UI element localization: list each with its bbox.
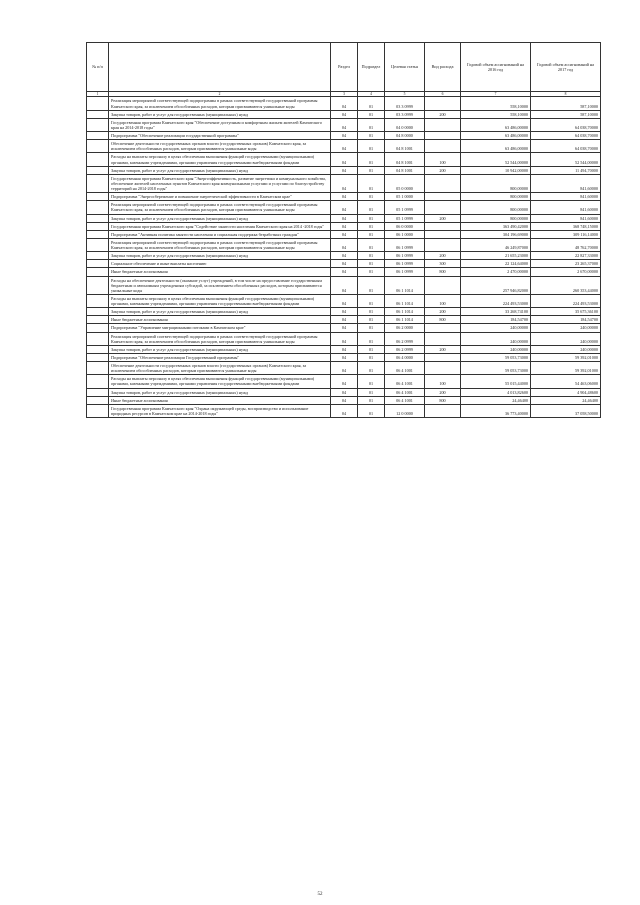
table-row — [87, 140, 601, 153]
row-target-article: 06 4 1001 — [385, 388, 425, 396]
row-number — [87, 110, 109, 118]
row-podrazdel: 01 — [358, 276, 385, 294]
row-expense-type: 800 — [425, 268, 461, 276]
row-target-article: 06 1 0000 — [385, 230, 425, 238]
row-name: Закупка товаров, работ и услуг для государственных (муниципальных) нужд — [109, 345, 331, 353]
row-expense-type: 800 — [425, 316, 461, 324]
row-name: Обеспечение деятельности государственных органов власти (государственных органов) Камчатского края, за исключением обособленных расходов, которым присваиваются уникальные коды — [109, 140, 331, 153]
table-row — [87, 388, 601, 396]
header-razdel: Раздел — [331, 43, 358, 92]
row-amount-2017: 224 493,53000 — [531, 294, 601, 307]
row-name: Подпрограмма "Управление миграционными потоками в Камчатском крае" — [109, 324, 331, 332]
row-podrazdel: 01 — [358, 201, 385, 214]
row-expense-type — [425, 222, 461, 230]
row-amount-2017: 4 904,48600 — [531, 388, 601, 396]
row-podrazdel: 01 — [358, 362, 385, 375]
row-expense-type — [425, 353, 461, 361]
row-name: Реализация мероприятий соответствующей подпрограммы в рамках соответствующей государственной программы Камчатского края, за исключением обособленных расходов, которым присваиваются уникальные коды — [109, 238, 331, 251]
row-amount-2016: 800,00000 — [461, 214, 531, 222]
row-expense-type — [425, 238, 461, 251]
row-amount-2016: 4 013,82600 — [461, 388, 531, 396]
row-razdel: 04 — [331, 375, 358, 388]
row-amount-2017: 2 670,00000 — [531, 268, 601, 276]
table-row — [87, 375, 601, 388]
row-number — [87, 260, 109, 268]
header-row — [87, 43, 601, 92]
row-razdel: 04 — [331, 230, 358, 238]
row-amount-2017: 841,60000 — [531, 201, 601, 214]
row-amount-2017: 260 353,44000 — [531, 276, 601, 294]
row-expense-type — [425, 404, 461, 417]
row-amount-2016: 10 942,00000 — [461, 166, 531, 174]
row-target-article: 06 1 0999 — [385, 268, 425, 276]
row-name: Расходы на обеспечение деятельности (оказание услуг) учреждений, в том числе на предоставление государственным бюджетным и автономным учреждениям субсидий, за исключением обособленных расходов, которым присваиваются уникальные коды — [109, 276, 331, 294]
row-razdel: 04 — [331, 252, 358, 260]
row-amount-2016: 55 015,44000 — [461, 375, 531, 388]
row-razdel: 04 — [331, 345, 358, 353]
row-target-article: 06 1 1014 — [385, 308, 425, 316]
row-name: Государственная программа Камчатского края "Обеспечение доступным и комфортным жильем жителей Камчатского края на 2014-2018 годы" — [109, 118, 331, 131]
row-target-article: 06 4 1001 — [385, 396, 425, 404]
row-name: Закупка товаров, работ и услуг для государственных (муниципальных) нужд — [109, 214, 331, 222]
table-row — [87, 353, 601, 361]
row-amount-2017: 22 827,33000 — [531, 252, 601, 260]
row-podrazdel: 01 — [358, 222, 385, 230]
row-expense-type: 200 — [425, 214, 461, 222]
row-podrazdel: 01 — [358, 230, 385, 238]
row-name: Обеспечение деятельности государственных органов власти (государственных органов) Камчатского края, за исключением обособленных расходов, которым присваиваются уникальные коды — [109, 362, 331, 375]
row-razdel: 04 — [331, 276, 358, 294]
row-name: Закупка товаров, работ и услуг для государственных (муниципальных) нужд — [109, 308, 331, 316]
table-row — [87, 316, 601, 324]
row-expense-type: 100 — [425, 375, 461, 388]
row-number — [87, 388, 109, 396]
col-number: 5 — [385, 92, 425, 97]
table-row — [87, 345, 601, 353]
row-podrazdel: 01 — [358, 118, 385, 131]
row-expense-type — [425, 276, 461, 294]
row-name: Реализация мероприятий соответствующей подпрограммы в рамках соответствующей государственной программы Камчатского края, за исключением обособленных расходов, которым присваиваются уникальные коды — [109, 332, 331, 345]
header-num: № п/п — [87, 43, 109, 92]
row-podrazdel: 01 — [358, 316, 385, 324]
row-expense-type: 300 — [425, 260, 461, 268]
row-name: Подпрограмма "Энергосбережение и повышение энергетической эффективности в Камчатском крае" — [109, 193, 331, 201]
row-target-article: 04 8 1001 — [385, 153, 425, 166]
row-name: Иные бюджетные ассигнования — [109, 316, 331, 324]
row-amount-2017: 64 038,70000 — [531, 140, 601, 153]
row-razdel: 04 — [331, 332, 358, 345]
col-number: 1 — [87, 92, 109, 97]
row-amount-2016: 59 053,73000 — [461, 353, 531, 361]
row-amount-2016: 21 655,23000 — [461, 252, 531, 260]
row-number — [87, 396, 109, 404]
row-number — [87, 140, 109, 153]
row-number — [87, 308, 109, 316]
row-amount-2016: 240,00000 — [461, 332, 531, 345]
row-amount-2016: 800,00000 — [461, 193, 531, 201]
row-podrazdel: 01 — [358, 153, 385, 166]
row-amount-2017: 841,60000 — [531, 174, 601, 192]
col-number: 6 — [425, 92, 461, 97]
row-amount-2016: 22 124,64000 — [461, 260, 531, 268]
row-razdel: 04 — [331, 118, 358, 131]
row-amount-2017: 23 265,37000 — [531, 260, 601, 268]
row-podrazdel: 01 — [358, 140, 385, 153]
row-amount-2016: 800,00000 — [461, 201, 531, 214]
row-razdel: 04 — [331, 404, 358, 417]
table-row — [87, 214, 601, 222]
row-podrazdel: 01 — [358, 353, 385, 361]
row-expense-type — [425, 193, 461, 201]
col-number: 8 — [531, 92, 601, 97]
row-number — [87, 153, 109, 166]
row-name: Подпрограмма "Активная политика занятости населения и социальная поддержка безработных граждан" — [109, 230, 331, 238]
row-target-article: 06 1 0999 — [385, 260, 425, 268]
row-amount-2017: 59 392,01000 — [531, 353, 601, 361]
row-expense-type — [425, 97, 461, 110]
row-target-article: 04 8 1001 — [385, 140, 425, 153]
row-expense-type: 200 — [425, 345, 461, 353]
row-target-article: 05 0 0000 — [385, 174, 425, 192]
row-number — [87, 132, 109, 140]
row-name: Расходы на выплаты персоналу в целях обеспечения выполнения функций государственными (муниципальными) органами, казенными учреждениями, органами управления государственными внебюджетными фондами — [109, 153, 331, 166]
header-vr: Вид расхода — [425, 43, 461, 92]
row-razdel: 04 — [331, 174, 358, 192]
table-row — [87, 110, 601, 118]
row-expense-type: 200 — [425, 308, 461, 316]
row-expense-type — [425, 230, 461, 238]
header-2016: Годовой объем ассигнований на 2016 год — [461, 43, 531, 92]
row-podrazdel: 01 — [358, 193, 385, 201]
row-podrazdel: 01 — [358, 404, 385, 417]
table-body — [87, 97, 601, 418]
row-razdel: 04 — [331, 214, 358, 222]
row-name: Государственная программа Камчатского края "Содействие занятости населения Камчатского края на 2014 -2018 годы" — [109, 222, 331, 230]
row-number — [87, 174, 109, 192]
row-amount-2016: 52 544,00000 — [461, 153, 531, 166]
row-name: Подпрограмма "Обеспечение реализации Государственной программы" — [109, 353, 331, 361]
row-expense-type — [425, 362, 461, 375]
row-name: Социальное обеспечение и иные выплаты населению — [109, 260, 331, 268]
row-podrazdel: 01 — [358, 324, 385, 332]
row-number — [87, 222, 109, 230]
row-expense-type — [425, 201, 461, 214]
row-number — [87, 404, 109, 417]
row-razdel: 04 — [331, 268, 358, 276]
row-amount-2017: 64 038,70000 — [531, 118, 601, 131]
row-target-article: 05 1 0999 — [385, 201, 425, 214]
row-amount-2017: 841,60000 — [531, 193, 601, 201]
row-name: Государственная программа Камчатского края "Энергоэффективность, развитие энергетики и коммунального хозяйства, обеспечение жителей населенных пунктов Камчатского края коммунальными услугами и услугами по благоустройству территорий на 2014-2018 годы" — [109, 174, 331, 192]
row-number — [87, 324, 109, 332]
row-number — [87, 214, 109, 222]
row-target-article: 03 3 0999 — [385, 97, 425, 110]
row-target-article: 06 4 1001 — [385, 362, 425, 375]
row-target-article: 06 1 1014 — [385, 316, 425, 324]
row-amount-2016: 240,00000 — [461, 345, 531, 353]
table-row — [87, 132, 601, 140]
row-razdel: 04 — [331, 140, 358, 153]
row-razdel: 04 — [331, 353, 358, 361]
row-podrazdel: 01 — [358, 252, 385, 260]
row-target-article: 04 8 0000 — [385, 132, 425, 140]
row-target-article: 06 4 0000 — [385, 353, 425, 361]
row-amount-2016: 24,46400 — [461, 396, 531, 404]
row-expense-type — [425, 174, 461, 192]
table-row — [87, 268, 601, 276]
table-row — [87, 230, 601, 238]
row-amount-2017: 368 748,15000 — [531, 222, 601, 230]
table-row — [87, 153, 601, 166]
row-amount-2016: 304 196,69000 — [461, 230, 531, 238]
row-podrazdel: 01 — [358, 294, 385, 307]
row-number — [87, 294, 109, 307]
row-razdel: 04 — [331, 324, 358, 332]
row-name: Подпрограмма "Обеспечение реализации государственной программы" — [109, 132, 331, 140]
row-target-article: 05 1 0999 — [385, 214, 425, 222]
row-amount-2017: 587,10000 — [531, 97, 601, 110]
row-target-article: 03 3 0999 — [385, 110, 425, 118]
row-podrazdel: 01 — [358, 332, 385, 345]
table-row — [87, 193, 601, 201]
row-number — [87, 252, 109, 260]
row-podrazdel: 01 — [358, 375, 385, 388]
row-razdel: 04 — [331, 362, 358, 375]
row-number — [87, 345, 109, 353]
table-row — [87, 238, 601, 251]
row-expense-type: 200 — [425, 110, 461, 118]
budget-table — [86, 42, 601, 418]
table-row — [87, 362, 601, 375]
row-amount-2017: 240,00000 — [531, 332, 601, 345]
row-expense-type — [425, 332, 461, 345]
row-name: Иные бюджетные ассигнования — [109, 268, 331, 276]
row-podrazdel: 01 — [358, 388, 385, 396]
row-amount-2016: 63 486,00000 — [461, 118, 531, 131]
table-row — [87, 97, 601, 110]
row-razdel: 04 — [331, 396, 358, 404]
row-expense-type — [425, 132, 461, 140]
page-number: 52 — [317, 892, 323, 897]
row-amount-2017: 48 762,70000 — [531, 238, 601, 251]
row-amount-2017: 54 463,06000 — [531, 375, 601, 388]
table-row — [87, 404, 601, 417]
row-number — [87, 268, 109, 276]
table-row — [87, 166, 601, 174]
row-number — [87, 201, 109, 214]
row-amount-2016: 46 249,87000 — [461, 238, 531, 251]
row-name: Закупка товаров, работ и услуг для государственных (муниципальных) нужд — [109, 388, 331, 396]
row-razdel: 04 — [331, 201, 358, 214]
header-podrazdel: Подраздел — [358, 43, 385, 92]
row-target-article: 06 1 0999 — [385, 252, 425, 260]
row-number — [87, 276, 109, 294]
row-amount-2016: 257 946,82000 — [461, 276, 531, 294]
row-podrazdel: 01 — [358, 110, 385, 118]
row-target-article: 06 1 0999 — [385, 238, 425, 251]
col-number: 7 — [461, 92, 531, 97]
table-row — [87, 222, 601, 230]
row-name: Закупка товаров, работ и услуг для государственных (муниципальных) нужд — [109, 252, 331, 260]
row-target-article: 06 4 1001 — [385, 375, 425, 388]
row-number — [87, 193, 109, 201]
row-razdel: 04 — [331, 166, 358, 174]
row-name: Закупка товаров, работ и услуг для государственных (муниципальных) нужд — [109, 110, 331, 118]
row-expense-type: 200 — [425, 252, 461, 260]
row-target-article: 06 2 0999 — [385, 332, 425, 345]
row-amount-2017: 24,46400 — [531, 396, 601, 404]
row-amount-2016: 558,10000 — [461, 97, 531, 110]
row-amount-2017: 52 544,00000 — [531, 153, 601, 166]
row-target-article: 04 0 0000 — [385, 118, 425, 131]
table-row — [87, 174, 601, 192]
row-podrazdel: 01 — [358, 396, 385, 404]
row-podrazdel: 01 — [358, 132, 385, 140]
row-target-article: 06 1 1014 — [385, 276, 425, 294]
table-row — [87, 332, 601, 345]
table-row — [87, 201, 601, 214]
row-number — [87, 238, 109, 251]
table-row — [87, 276, 601, 294]
row-number — [87, 375, 109, 388]
row-number — [87, 118, 109, 131]
row-amount-2017: 64 038,70000 — [531, 132, 601, 140]
row-expense-type: 100 — [425, 153, 461, 166]
col-number: 3 — [331, 92, 358, 97]
row-target-article: 06 0 0000 — [385, 222, 425, 230]
row-name: Расходы на выплаты персоналу в целях обеспечения выполнения функций государственными (муниципальными) органами, казенными учреждениями, органами управления государственными внебюджетными фондами — [109, 294, 331, 307]
row-expense-type — [425, 140, 461, 153]
row-podrazdel: 01 — [358, 260, 385, 268]
row-amount-2016: 2 470,00000 — [461, 268, 531, 276]
row-amount-2017: 841,60000 — [531, 214, 601, 222]
row-razdel: 04 — [331, 97, 358, 110]
row-number — [87, 353, 109, 361]
row-expense-type — [425, 118, 461, 131]
row-number — [87, 332, 109, 345]
row-amount-2016: 363 490,42000 — [461, 222, 531, 230]
row-razdel: 04 — [331, 153, 358, 166]
row-amount-2016: 558,10000 — [461, 110, 531, 118]
row-expense-type: 200 — [425, 388, 461, 396]
row-razdel: 04 — [331, 260, 358, 268]
row-name: Государственная программа Камчатского края "Охрана окружающей среды, воспроизводство и использование природных ресурсов в Камчатском крае на 2014-2018 годы" — [109, 404, 331, 417]
row-name: Реализация мероприятий соответствующей подпрограммы в рамках соответствующей государственной программы Камчатского края, за исключением обособленных расходов, которым присваиваются уникальные коды — [109, 201, 331, 214]
row-expense-type: 100 — [425, 294, 461, 307]
table-row — [87, 260, 601, 268]
row-name: Реализация мероприятий соответствующей подпрограммы в рамках соответствующей государственной программы Камчатского края, за исключением обособленных расходов, которым присваиваются уникальные коды — [109, 97, 331, 110]
row-podrazdel: 01 — [358, 97, 385, 110]
row-podrazdel: 01 — [358, 166, 385, 174]
row-target-article: 06 2 0000 — [385, 324, 425, 332]
row-amount-2016: 63 486,00000 — [461, 140, 531, 153]
table-row — [87, 396, 601, 404]
row-name: Расходы на выплаты персоналу в целях обеспечения выполнения функций государственными (муниципальными) органами, казенными учреждениями, органами управления государственными внебюджетными фондами — [109, 375, 331, 388]
row-amount-2017: 309 116,14000 — [531, 230, 601, 238]
row-razdel: 04 — [331, 193, 358, 201]
row-razdel: 04 — [331, 316, 358, 324]
table-row — [87, 252, 601, 260]
row-podrazdel: 01 — [358, 308, 385, 316]
row-target-article: 04 8 1001 — [385, 166, 425, 174]
row-podrazdel: 01 — [358, 268, 385, 276]
row-name: Закупка товаров, работ и услуг для государственных (муниципальных) нужд — [109, 166, 331, 174]
row-razdel: 04 — [331, 222, 358, 230]
col-number: 4 — [358, 92, 385, 97]
table-row — [87, 118, 601, 131]
table-row — [87, 324, 601, 332]
row-podrazdel: 01 — [358, 345, 385, 353]
row-amount-2016: 184,54700 — [461, 316, 531, 324]
table-row — [87, 294, 601, 307]
row-podrazdel: 01 — [358, 214, 385, 222]
row-target-article: 12 0 0000 — [385, 404, 425, 417]
row-target-article: 05 1 0000 — [385, 193, 425, 201]
row-amount-2017: 35 675,36100 — [531, 308, 601, 316]
row-amount-2017: 59 392,01000 — [531, 362, 601, 375]
row-amount-2016: 36 773,40000 — [461, 404, 531, 417]
header-csr: Целевая статья — [385, 43, 425, 92]
row-amount-2017: 240,00000 — [531, 345, 601, 353]
header-2017: Годовой объем ассигнований на 2017 год — [531, 43, 601, 92]
row-name: Иные бюджетные ассигнования — [109, 396, 331, 404]
row-number — [87, 166, 109, 174]
row-number — [87, 97, 109, 110]
row-amount-2016: 800,00000 — [461, 174, 531, 192]
row-amount-2017: 184,54700 — [531, 316, 601, 324]
row-amount-2017: 11 494,70000 — [531, 166, 601, 174]
row-expense-type: 200 — [425, 166, 461, 174]
row-amount-2017: 37 058,50000 — [531, 404, 601, 417]
row-amount-2016: 33 268,74100 — [461, 308, 531, 316]
row-razdel: 04 — [331, 308, 358, 316]
col-number: 2 — [109, 92, 331, 97]
row-expense-type: 800 — [425, 396, 461, 404]
row-number — [87, 316, 109, 324]
row-podrazdel: 01 — [358, 174, 385, 192]
row-amount-2016: 63 486,00000 — [461, 132, 531, 140]
row-razdel: 04 — [331, 238, 358, 251]
row-razdel: 04 — [331, 132, 358, 140]
row-number — [87, 230, 109, 238]
row-razdel: 04 — [331, 294, 358, 307]
header-name — [109, 43, 331, 92]
row-number — [87, 362, 109, 375]
row-podrazdel: 01 — [358, 238, 385, 251]
row-target-article: 06 2 0999 — [385, 345, 425, 353]
row-razdel: 04 — [331, 110, 358, 118]
row-target-article: 06 1 1014 — [385, 294, 425, 307]
table-row — [87, 308, 601, 316]
row-razdel: 04 — [331, 388, 358, 396]
row-expense-type — [425, 324, 461, 332]
row-amount-2017: 240,00000 — [531, 324, 601, 332]
row-amount-2016: 224 493,53000 — [461, 294, 531, 307]
row-amount-2017: 587,10000 — [531, 110, 601, 118]
row-amount-2016: 59 053,73000 — [461, 362, 531, 375]
row-amount-2016: 240,00000 — [461, 324, 531, 332]
